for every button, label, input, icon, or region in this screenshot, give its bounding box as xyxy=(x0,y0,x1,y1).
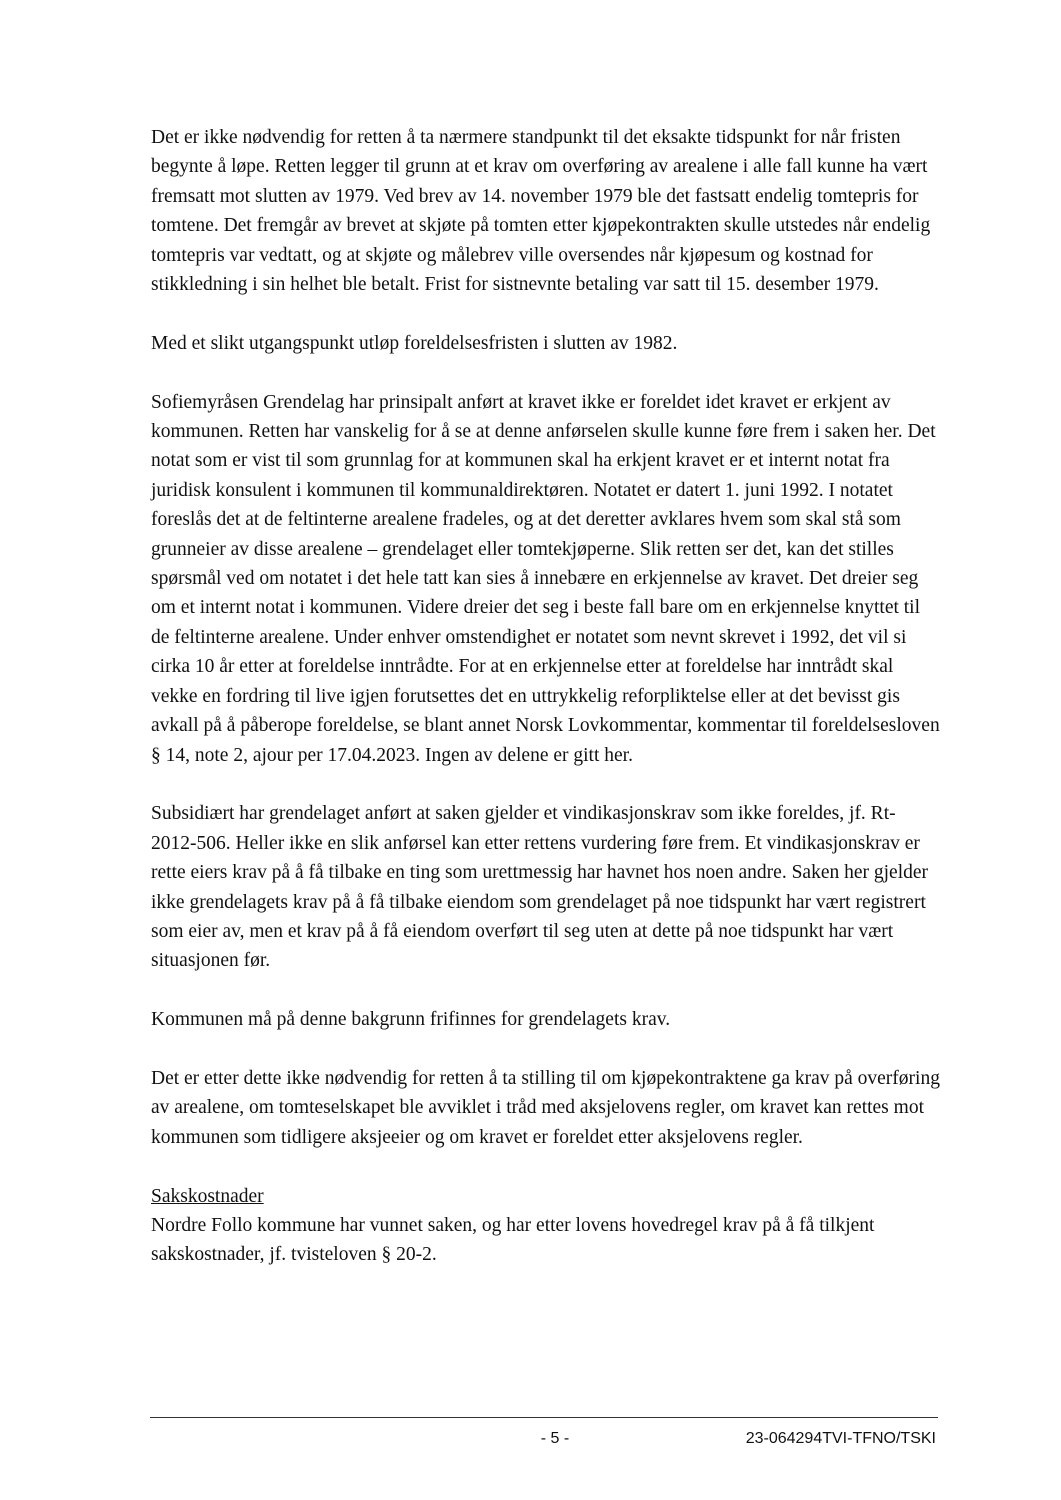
document-body xyxy=(151,123,941,1270)
page-number: - 5 - xyxy=(540,1430,570,1447)
case-reference: 23-064294TVI-TFNO/TSKI xyxy=(745,1430,936,1447)
footer-divider xyxy=(150,1417,938,1418)
paragraph-foreldelse-utlop: Med et slikt utgangspunkt utløp foreldelsesfristen i slutten av 1982. xyxy=(151,332,678,354)
paragraph-ikke-nodvendig: Det er etter dette ikke nødvendig for retten å ta stilling til om kjøpekontraktene ga krav på overføring av arealene, om tomteselskapet ble avviklet i tråd med aksjelovens regler, om kravet kan rettes mot kommunen som tidligere aksjeeier og om kravet er foreldet etter aksjelovens regler. xyxy=(151,1067,940,1148)
paragraph-frifinnelse: Kommunen må på denne bakgrunn frifinnes for grendelagets krav. xyxy=(151,1009,671,1031)
section-heading: Sakskostnader xyxy=(151,1185,264,1207)
section-sakskostnader xyxy=(151,1182,941,1270)
paragraph-erkjennelse: Sofiemyråsen Grendelag har prinsipalt anført at kravet ikke er foreldet idet kravet er erkjent av kommunen. Retten har vanskelig for å se at denne anførselen skulle kunne føre frem i saken her. Det notat som er vist til som grunnlag for at kommunen skal ha erkjent kravet er et internt notat fra juridisk konsulent i kommunen til kommunaldirektøren. Notatet er datert 1. juni 1992. I notatet foreslås det at de feltinterne arealene fradeles, og at det deretter avklares hvem som skal stå som grunneier av disse arealene – grendelaget eller tomtekjøperne. Slik retten ser det, kan det stilles spørsmål ved om notatet i det hele tatt kan sies å innebære en erkjennelse av kravet. Det dreier seg om et internt notat i kommunen. Videre dreier det seg i beste fall bare om en erkjennelse knyttet til de feltinterne arealene. Under enhver omstendighet er notatet som nevnt skrevet i 1992, det vil si cirka 10 år etter at foreldelse inntrådte. For at en erkjennelse etter at foreldelse har inntrådt skal vekke en fordring til live igjen forutsettes det en uttrykkelig reforpliktelse eller at det bevisst gis avkall på å påberope foreldelse, se blant annet Norsk Lovkommentar, kommentar til foreldelsesloven § 14, note 2, ajour per 17.04.2023. Ingen av delene er gitt her. xyxy=(151,391,940,766)
paragraph-vindikasjonskrav: Subsidiært har grendelaget anført at saken gjelder et vindikasjonskrav som ikke foreldes, jf. Rt-2012-506. Heller ikke en slik anførsel kan etter rettens vurdering føre frem. Et vindikasjonskrav er rette eiers krav på å få tilbake en ting som urettmessig har havnet hos noen andre. Saken her gjelder ikke grendelagets krav på å få tilbake eiendom som grendelaget på noe tidspunkt har vært registrert som eier av, men et krav på å få eiendom overført til seg uten at dette på noe tidspunkt har vært situasjonen før. xyxy=(151,803,929,972)
paragraph-foreldelse-tidspunkt: Det er ikke nødvendig for retten å ta nærmere standpunkt til det eksakte tidspunkt for når fristen begynte å løpe. Retten legger til grunn at et krav om overføring av arealene i alle fall kunne ha vært fremsatt mot slutten av 1979. Ved brev av 14. november 1979 ble det fastsatt endelig tomtepris for tomtene. Det fremgår av brevet at skjøte på tomten etter kjøpekontrakten skulle utstedes når endelig tomtepris var vedtatt, og at skjøte og målebrev ville oversendes når kjøpesum og kostnad for stikkledning i sin helhet ble betalt. Frist for sistnevnte betaling var satt til 15. desember 1979. xyxy=(151,127,931,296)
paragraph-sakskostnader: Nordre Follo kommune har vunnet saken, og har etter lovens hovedregel krav på å få tilkjent sakskostnader, jf. tvisteloven § 20-2. xyxy=(151,1214,875,1266)
